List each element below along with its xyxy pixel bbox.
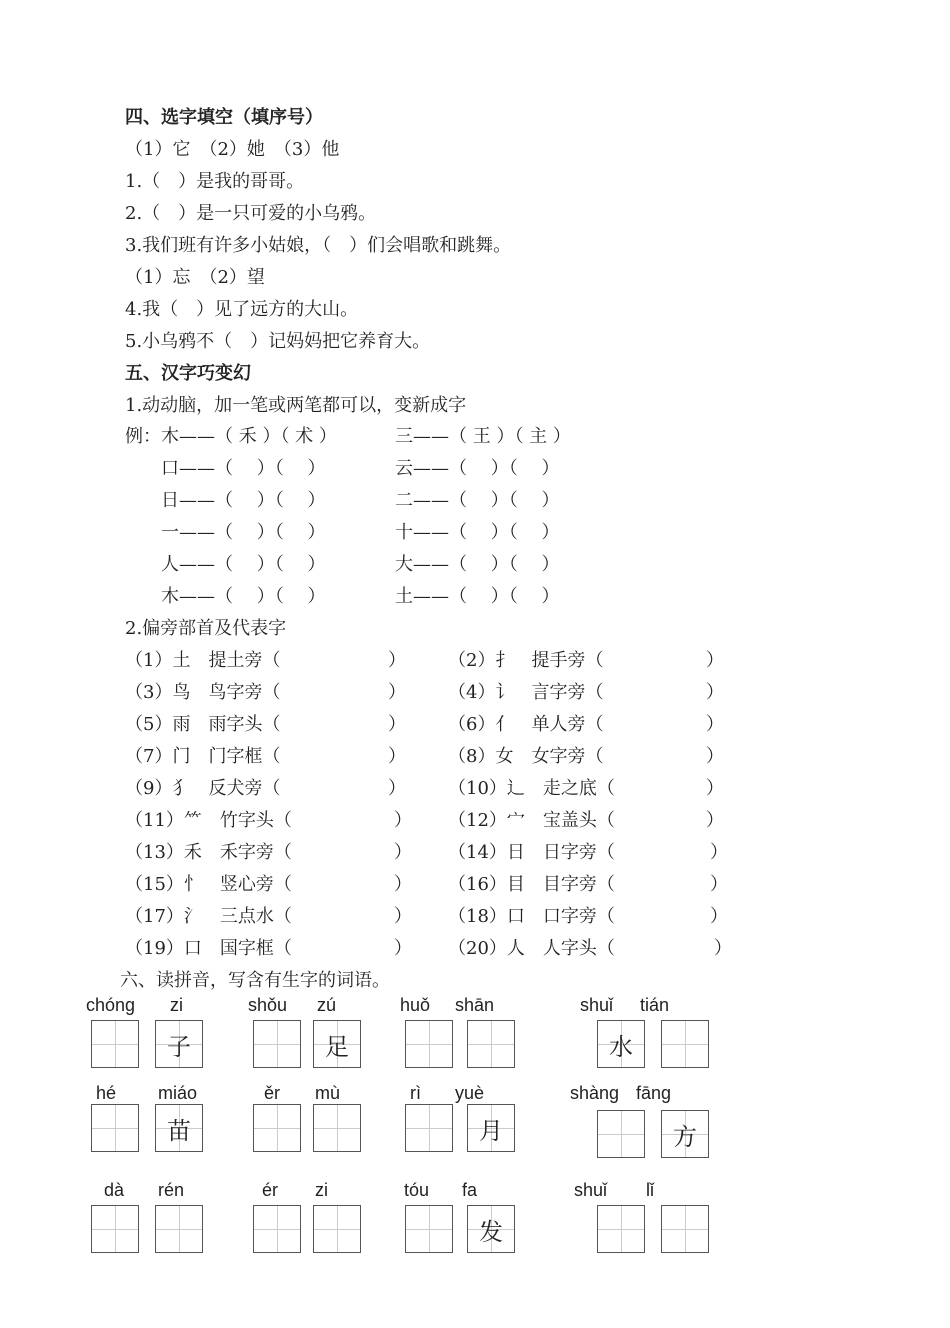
closing-paren: ） [388, 778, 406, 799]
writing-box[interactable] [155, 1104, 203, 1152]
box-char: 水 [609, 1032, 633, 1061]
radical-item: （2）扌 提手旁（ [448, 650, 604, 671]
pinyin: shàng [570, 1083, 620, 1103]
transform-row-right: 土——（ ）（ ） [395, 586, 560, 607]
pinyin: zi [170, 995, 183, 1015]
subtask-1: 1.动动脑，加一笔或两笔都可以，变新成字 [125, 395, 467, 416]
box-char [598, 1111, 644, 1157]
pinyin: huǒ [400, 995, 431, 1015]
radical-item: （9）犭 反犬旁（ [125, 778, 281, 799]
question-3: 3.我们班有许多小姑娘，（ ）们会唱歌和跳舞。 [125, 235, 512, 256]
box-char: 苗 [167, 1116, 191, 1145]
transform-row-right: 十——（ ）（ ） [395, 522, 560, 543]
box-char [254, 1105, 300, 1151]
pinyin: tóu [404, 1180, 430, 1200]
box-char: 月 [479, 1116, 503, 1145]
radical-item: （18）口 口字旁（ [448, 906, 615, 927]
closing-paren: ） [394, 938, 412, 959]
closing-paren: ） [394, 842, 412, 863]
box-char [92, 1105, 138, 1151]
closing-paren: ） [710, 874, 728, 895]
box-char: 发 [479, 1217, 503, 1246]
writing-box[interactable] [313, 1104, 361, 1152]
box-char [314, 1105, 360, 1151]
pinyin: mù [315, 1083, 341, 1103]
radical-item: （3）鸟 鸟字旁（ [125, 682, 281, 703]
box-char [468, 1021, 514, 1067]
pinyin: shān [455, 995, 495, 1015]
radical-item: （7）门 门字框（ [125, 746, 281, 767]
writing-box[interactable] [313, 1020, 361, 1068]
transform-row-left: 人——（ ）（ ） [125, 554, 326, 575]
pinyin: rén [158, 1180, 185, 1200]
transform-row-left: 口——（ ）（ ） [125, 458, 326, 479]
subtask-2: 2.偏旁部首及代表字 [125, 618, 287, 639]
question-2: 2.（ ）是一只可爱的小乌鸦。 [125, 203, 377, 224]
box-char [406, 1021, 452, 1067]
pinyin: zú [317, 995, 337, 1015]
box-char: 子 [167, 1032, 191, 1061]
closing-paren: ） [388, 650, 406, 671]
options-1: （1）它 （2）她 （3）他 [125, 139, 340, 160]
box-char [598, 1206, 644, 1252]
question-4: 4.我（ ）见了远方的大山。 [125, 299, 359, 320]
pinyin: chóng [86, 995, 136, 1015]
pinyin: ěr [264, 1083, 281, 1103]
writing-box[interactable] [253, 1104, 301, 1152]
transform-row-left: 一——（ ）（ ） [125, 522, 326, 543]
closing-paren: ） [394, 810, 412, 831]
writing-box[interactable] [661, 1020, 709, 1068]
pinyin: dà [104, 1180, 125, 1200]
closing-paren: ） [706, 650, 724, 671]
pinyin: lǐ [646, 1180, 654, 1200]
transform-row-right: 三——（ 王 ）（ 主 ） [395, 426, 571, 447]
closing-paren: ） [388, 746, 406, 767]
transform-row-right: 云——（ ）（ ） [395, 458, 560, 479]
closing-paren: ） [706, 714, 724, 735]
question-5: 5.小乌鸦不（ ）记妈妈把它养育大。 [125, 331, 431, 352]
box-char [92, 1021, 138, 1067]
section-4-title: 四、选字填空（填序号） [125, 107, 323, 128]
writing-box[interactable] [467, 1104, 515, 1152]
transform-row-left: 木——（ ）（ ） [125, 586, 326, 607]
pinyin: fa [462, 1180, 478, 1200]
section-6-title: 六、读拼音，写含有生字的词语。 [120, 970, 390, 991]
radical-item: （15）忄 竖心旁（ [125, 874, 292, 895]
closing-paren: ） [706, 682, 724, 703]
pinyin: shǒu [248, 995, 288, 1015]
pinyin: shuǐ [580, 995, 614, 1015]
pinyin: tián [640, 995, 670, 1015]
pinyin: shuǐ [574, 1180, 608, 1200]
box-char [406, 1105, 452, 1151]
radical-item: （16）目 目字旁（ [448, 874, 615, 895]
transform-row-right: 二——（ ）（ ） [395, 490, 560, 511]
radical-item: （6）亻 单人旁（ [448, 714, 604, 735]
closing-paren: ） [388, 714, 406, 735]
box-char [314, 1206, 360, 1252]
box-char: 足 [325, 1032, 349, 1061]
box-char [662, 1206, 708, 1252]
writing-box[interactable] [661, 1205, 709, 1253]
radical-item: （17）氵 三点水（ [125, 906, 292, 927]
radical-item: （13）禾 禾字旁（ [125, 842, 292, 863]
pinyin: fāng [636, 1083, 672, 1103]
writing-box[interactable] [467, 1205, 515, 1253]
radical-item: （10）辶 走之底（ [448, 778, 615, 799]
closing-paren: ） [710, 842, 728, 863]
transform-row-left: 例：木——（ 禾 ）（ 术 ） [125, 426, 337, 447]
pinyin: miáo [158, 1083, 198, 1103]
writing-box[interactable] [91, 1104, 139, 1152]
options-2: （1）忘 （2）望 [125, 267, 265, 288]
radical-item: （11）⺮ 竹字头（ [125, 810, 292, 831]
writing-box[interactable] [597, 1110, 645, 1158]
writing-box[interactable] [597, 1020, 645, 1068]
radical-item: （20）人 人字头（ [448, 938, 615, 959]
question-1: 1.（ ）是我的哥哥。 [125, 171, 305, 192]
closing-paren: ） [706, 746, 724, 767]
radical-item: （19）口 国字框（ [125, 938, 292, 959]
pinyin: rì [410, 1083, 421, 1103]
radical-item: （1）土 提土旁（ [125, 650, 281, 671]
pinyin: yuè [455, 1083, 485, 1103]
box-char [406, 1206, 452, 1252]
radical-item: （14）日 日字旁（ [448, 842, 615, 863]
writing-box[interactable] [405, 1020, 453, 1068]
radical-item: （8）女 女字旁（ [448, 746, 604, 767]
radical-item: （12）宀 宝盖头（ [448, 810, 615, 831]
pinyin: hé [96, 1083, 117, 1103]
section-5-title: 五、汉字巧变幻 [125, 363, 251, 384]
transform-row-left: 日——（ ）（ ） [125, 490, 326, 511]
closing-paren: ） [710, 906, 728, 927]
closing-paren: ） [706, 810, 724, 831]
writing-box[interactable] [661, 1110, 709, 1158]
writing-box[interactable] [313, 1205, 361, 1253]
closing-paren: ） [394, 906, 412, 927]
closing-paren: ） [714, 938, 732, 959]
writing-box[interactable] [405, 1104, 453, 1152]
box-char [156, 1206, 202, 1252]
pinyin: ér [262, 1180, 279, 1200]
writing-box[interactable] [91, 1020, 139, 1068]
writing-box[interactable] [405, 1205, 453, 1253]
box-char [92, 1206, 138, 1252]
writing-box[interactable] [155, 1205, 203, 1253]
box-char: 方 [673, 1122, 697, 1151]
radical-item: （4）讠 言字旁（ [448, 682, 604, 703]
writing-box[interactable] [467, 1020, 515, 1068]
pinyin: zi [315, 1180, 328, 1200]
writing-box[interactable] [597, 1205, 645, 1253]
box-char [254, 1206, 300, 1252]
radical-item: （5）雨 雨字头（ [125, 714, 281, 735]
closing-paren: ） [394, 874, 412, 895]
transform-row-right: 大——（ ）（ ） [395, 554, 560, 575]
writing-box[interactable] [155, 1020, 203, 1068]
closing-paren: ） [388, 682, 406, 703]
writing-box[interactable] [253, 1205, 301, 1253]
box-char [254, 1021, 300, 1067]
writing-box[interactable] [91, 1205, 139, 1253]
writing-box[interactable] [253, 1020, 301, 1068]
closing-paren: ） [706, 778, 724, 799]
box-char [662, 1021, 708, 1067]
